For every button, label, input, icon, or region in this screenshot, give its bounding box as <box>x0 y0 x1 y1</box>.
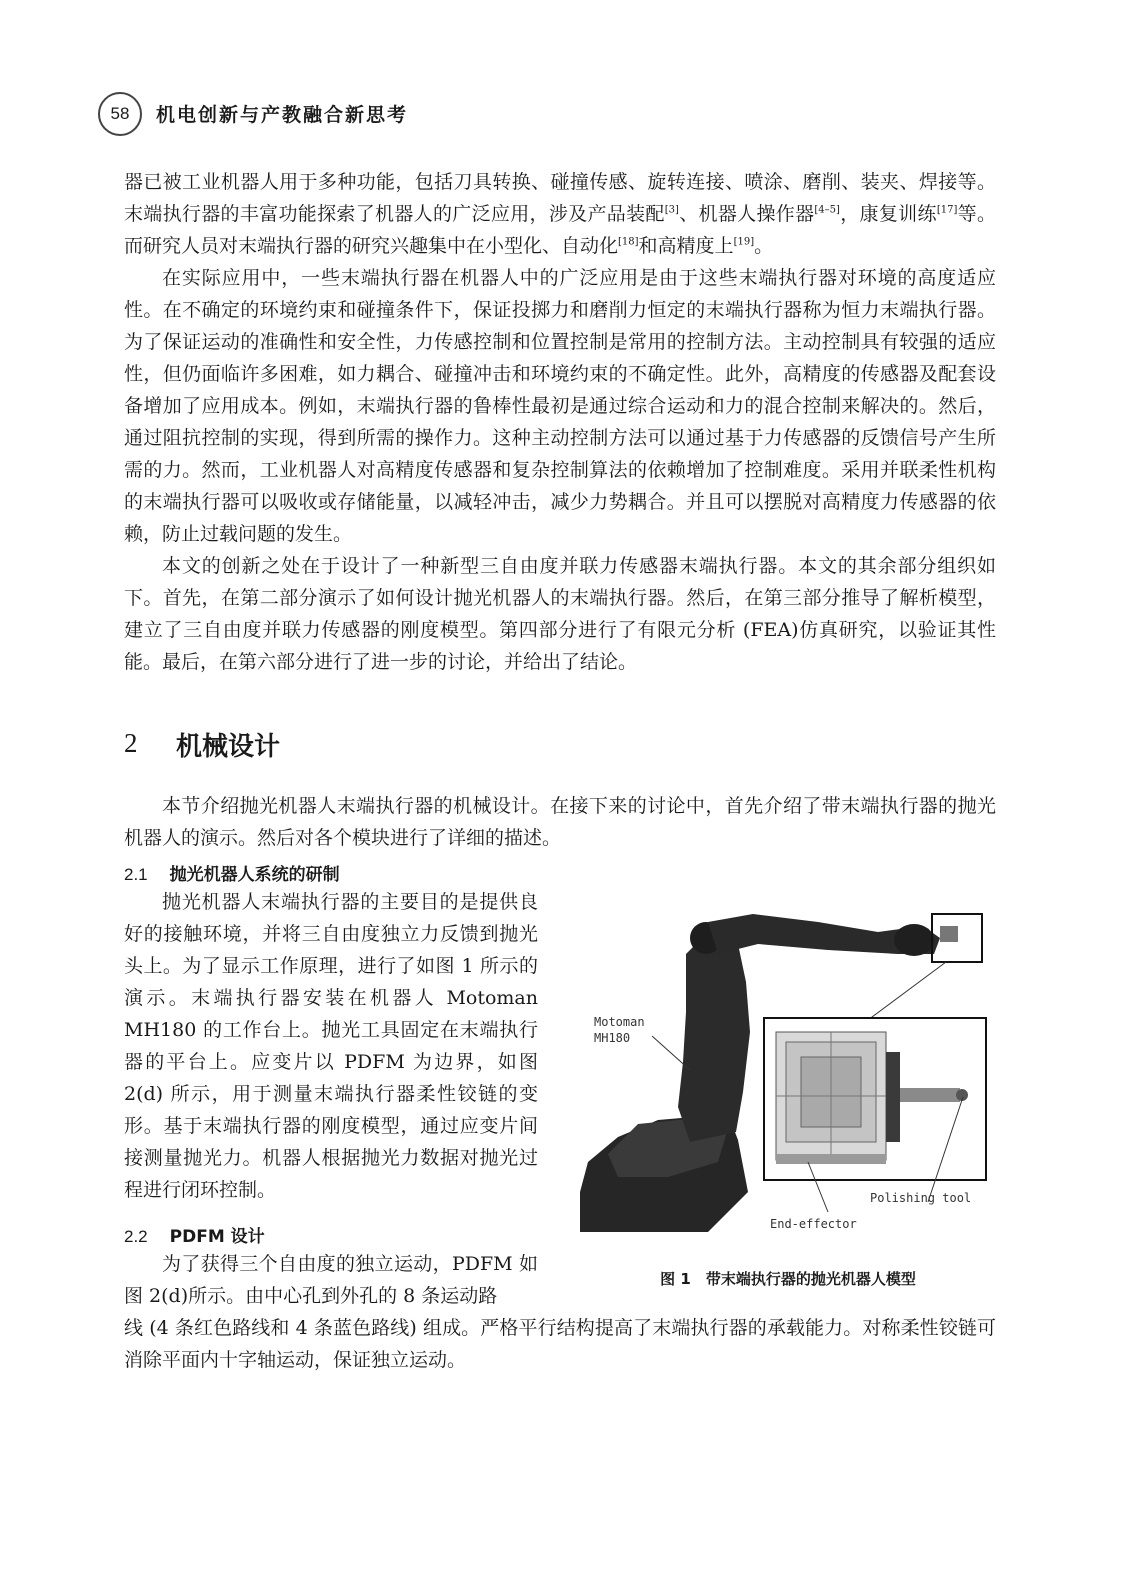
leader-line-zoom <box>868 962 946 1020</box>
subsection-2-1-heading: 2.1 抛光机器人系统的研制 <box>124 865 340 885</box>
figure-robot-model <box>578 892 998 1252</box>
page-number: 58 <box>98 92 142 136</box>
paragraph-3: 本文的创新之处在于设计了一种新型三自由度并联力传感器末端执行器。本文的其余部分组织如下。首先，在第二部分演示了如何设计抛光机器人的末端执行器。然后，在第三部分推导了解析模型，建立了三自由度并联力传感器的刚度模型。第四部分进行了有限元分析 (FEA)仿真研究，以验证其性能。最后，在第六部分进行了进一步的讨论，并给出了结论。 <box>124 555 996 673</box>
subsection-2-2-text-full: 线 (4 条红色路线和 4 条蓝色路线) 组成。严格平行结构提高了末端执行器的承载能力。对称柔性铰链可消除平面内十字轴运动，保证独立运动。 <box>124 1317 996 1371</box>
paragraph-2: 在实际应用中，一些末端执行器在机器人中的广泛应用是由于这些末端执行器对环境的高度适应性。在不确定的环境约束和碰撞条件下，保证投掷力和磨削力恒定的末端执行器称为恒力末端执行器。为了保证运动的准确性和安全性，力传感控制和位置控制是常用的控制方法。主动控制具有较强的适应性，但仍面临许多困难，如力耦合、碰撞冲击和环境约束的不确定性。此外，高精度的传感器及配套设备增加了应用成本。例如，末端执行器的鲁棒性最初是通过综合运动和力的混合控制来解决的。然后，通过阻抗控制的实现，得到所需的操作力。这种主动控制方法可以通过基于力传感器的反馈信号产生所需的力。然而，工业机器人对高精度传感器和复杂控制算法的依赖增加了控制难度。采用并联柔性机构的末端执行器可以吸收或存储能量，以减轻冲击，减少力势耦合。并且可以摆脱对高精度力传感器的依赖，防止过载问题的发生。 <box>124 267 996 545</box>
section-intro: 本节介绍抛光机器人末端执行器的机械设计。在接下来的讨论中，首先介绍了带末端执行器的抛光机器人的演示。然后对各个模块进行了详细的描述。 <box>124 795 996 849</box>
subsection-2-2-text-narrow: 为了获得三个自由度的独立运动，PDFM 如图 2(d)所示。由中心孔到外孔的 8 条运动路 <box>124 1253 538 1307</box>
robot-lower-arm <box>678 930 750 1142</box>
label-robot-line1: Motoman <box>594 1015 645 1029</box>
robot-wrist <box>894 924 934 956</box>
label-robot-line2: MH180 <box>594 1031 631 1045</box>
subsection-2-2-heading: 2.2 PDFM 设计 <box>124 1227 265 1247</box>
figure-caption: 图 1 带末端执行器的抛光机器人模型 <box>660 1270 916 1288</box>
end-effector-small <box>940 926 958 942</box>
running-title: 机电创新与产教融合新思考 <box>156 104 409 126</box>
intro-text <box>124 166 996 678</box>
robot-illustration <box>578 892 998 1252</box>
paragraph-1: 器已被工业机器人用于多种功能，包括刀具转换、碰撞传感、旋转连接、喷涂、磨削、装夹、焊接等。末端执行器的丰富功能探索了机器人的广泛应用，涉及产品装配[3]、机器人操作器[4–5]，康复训练[17]等。而研究人员对末端执行器的研究兴趣集中在小型化、自动化[18]和高精度上[19]。 <box>124 171 996 257</box>
section-number: 2 <box>124 728 138 758</box>
label-end-effector: End-effector <box>770 1217 857 1231</box>
label-polishing-tool: Polishing tool <box>870 1191 972 1205</box>
section-title: 机械设计 <box>176 732 281 762</box>
subsection-2-1-text: 抛光机器人末端执行器的主要目的是提供良好的接触环境，并将三自由度独立力反馈到抛光头上。为了显示工作原理，进行了如图 1 所示的演示。末端执行器安装在机器人 Motoman MH180 的工作台上。抛光工具固定在末端执行器的平台上。应变片以 PDFM 为边界，如图 2(d) 所示，用于测量末端执行器柔性铰链的变形。基于末端执行器的刚度模型，通过应变片间接测量抛光力。机器人根据抛光力数据对抛光过程进行闭环控制。 <box>124 891 538 1201</box>
